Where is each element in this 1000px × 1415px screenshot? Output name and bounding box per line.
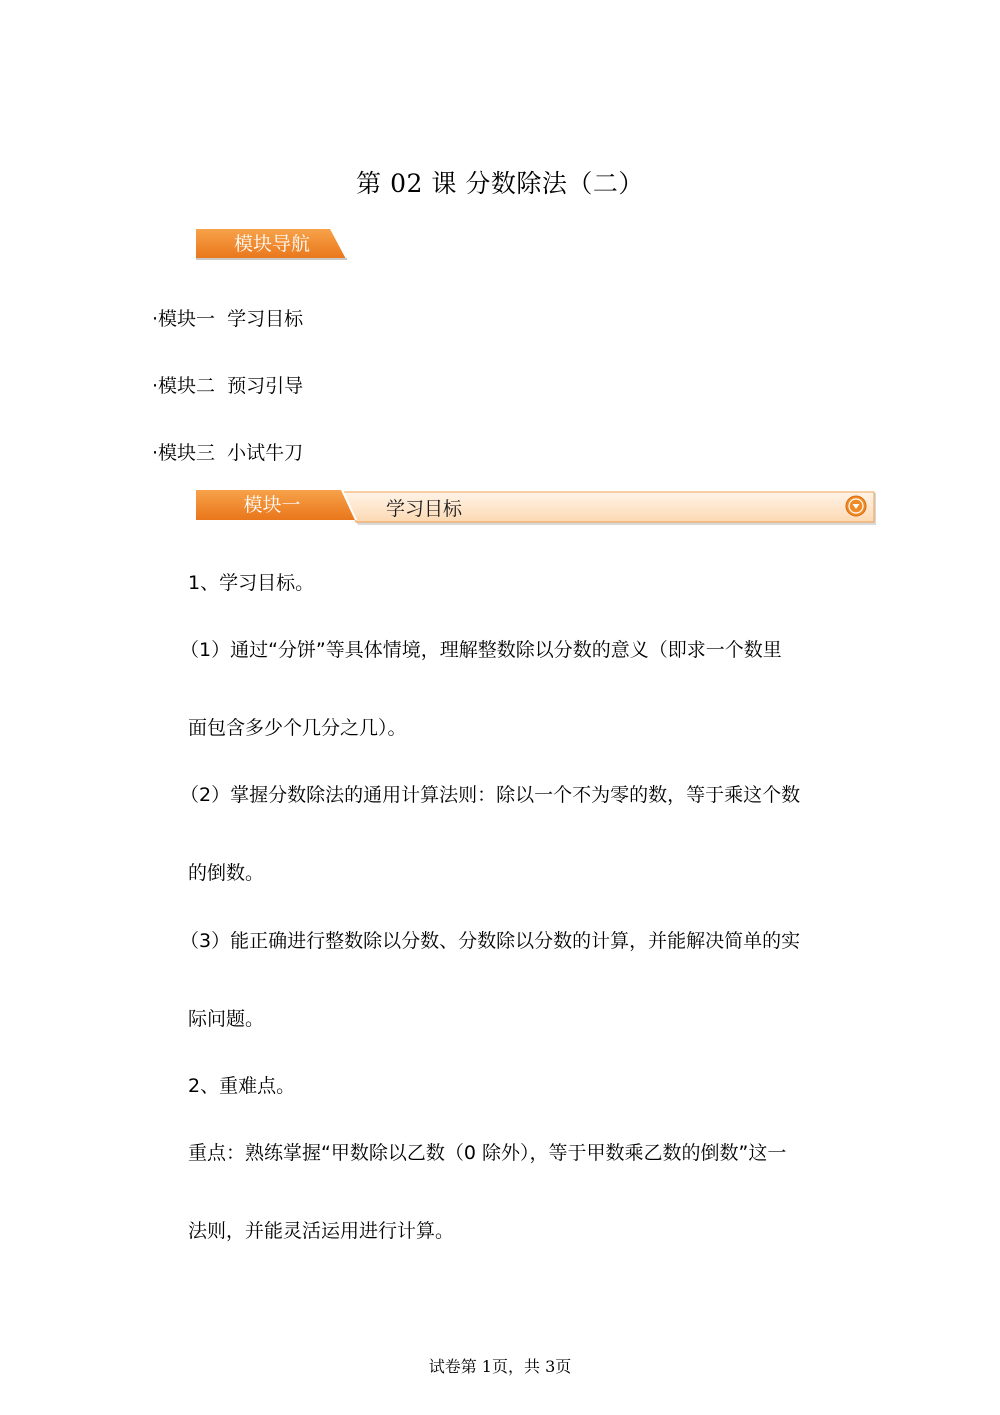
module-tag: 模块一	[243, 494, 301, 516]
module-nav-tab	[196, 229, 348, 261]
objective-heading: 1、学习目标。	[188, 572, 315, 594]
objective-1-line-2: 面包含多少个几分之几）。	[188, 717, 407, 739]
module-heading: 学习目标	[386, 498, 463, 520]
objective-2-line-2: 的倒数。	[188, 862, 265, 884]
key-points-heading: 2、重难点。	[188, 1075, 296, 1097]
objective-1-line-1: （1）通过“分饼”等具体情境，理解整数除以分数的意义（即求一个数里	[180, 639, 782, 661]
chevron-down-icon[interactable]	[845, 495, 867, 517]
nav-item-module-3[interactable]: ·模块三 小试牛刀	[152, 442, 304, 464]
objective-3-line-2: 际问题。	[188, 1008, 265, 1030]
key-point-line-2: 法则，并能灵活运用进行计算。	[188, 1220, 455, 1242]
nav-tab-label: 模块导航	[233, 233, 310, 255]
page-footer: 试卷第 1页，共 3页	[428, 1357, 572, 1376]
key-point-line-1: 重点：熟练掌握“甲数除以乙数（0 除外），等于甲数乘乙数的倒数”这一	[188, 1142, 787, 1164]
module-banner	[196, 490, 880, 526]
objective-2-line-1: （2）掌握分数除法的通用计算法则：除以一个不为零的数，等于乘这个数	[180, 784, 801, 806]
nav-item-module-1[interactable]: ·模块一 学习目标	[152, 308, 304, 330]
nav-item-module-2[interactable]: ·模块二 预习引导	[152, 375, 304, 397]
page-title: 第 02 课 分数除法（二）	[356, 169, 644, 198]
objective-3-line-1: （3）能正确进行整数除以分数、分数除以分数的计算，并能解决简单的实	[180, 930, 801, 952]
